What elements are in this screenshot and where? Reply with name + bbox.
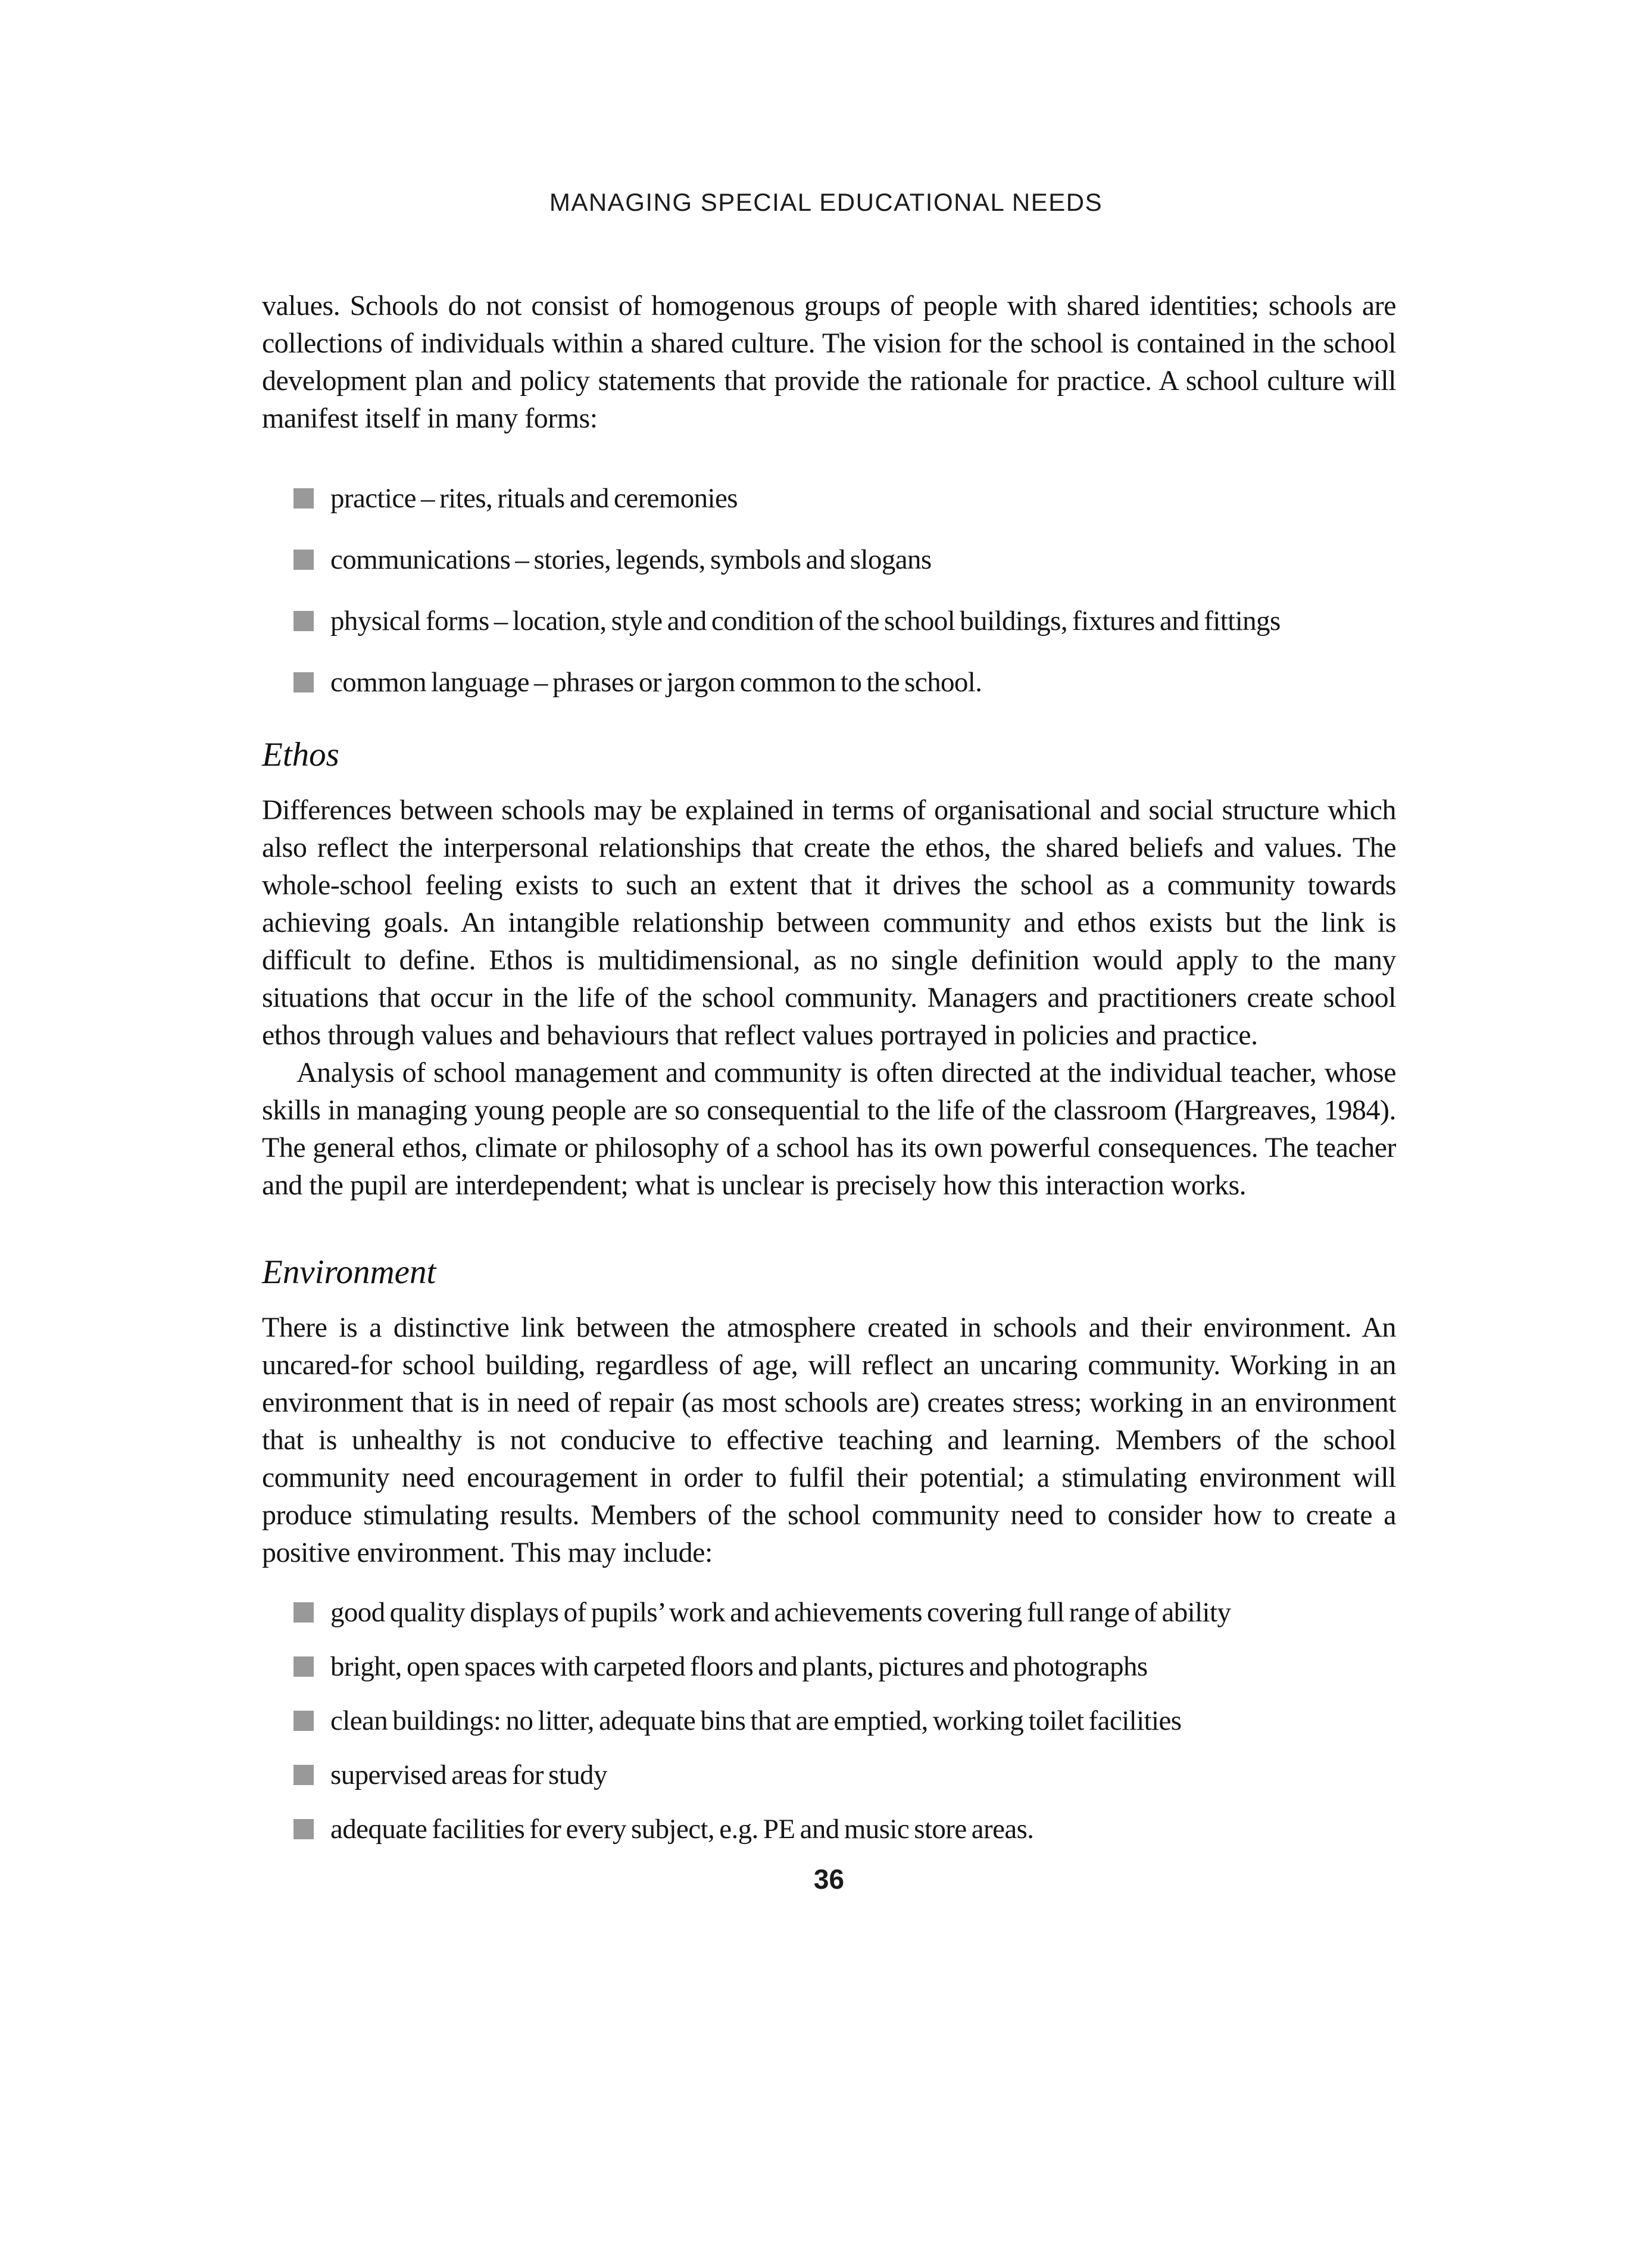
square-bullet-icon [293, 672, 314, 692]
list-item-text: good quality displays of pupils’ work and achievements covering full range of ability [330, 1597, 1231, 1628]
square-bullet-icon [293, 550, 314, 570]
list-item [262, 1594, 1396, 1631]
section-heading-ethos: Ethos [262, 736, 339, 773]
square-bullet-icon [293, 1602, 314, 1623]
square-bullet-icon [293, 1765, 314, 1785]
list-item-text: adequate facilities for every subject, e.g. PE and music store areas. [330, 1814, 1034, 1845]
list-item [262, 664, 1396, 701]
list-item-text: bright, open spaces with carpeted floors and plants, pictures and photographs [330, 1651, 1148, 1682]
list-item [262, 1811, 1396, 1848]
list-item-text: common language – phrases or jargon common to the school. [330, 667, 982, 698]
list-item-text: physical forms – location, style and condition of the school buildings, fixtures and fittings [330, 606, 1281, 637]
list-item-text: clean buildings: no litter, adequate bins that are emptied, working toilet facilities [330, 1705, 1182, 1736]
environment-paragraph: There is a distinctive link between the atmosphere created in schools and their environment. An uncared-for school building, regardless of age, will reflect an uncaring community. Working in an environment that is in need of repair (as most schools are) creates stress; working in an environment that is unhealthy is not conducive to effective teaching and learning. Members of the school community need encouragement in order to fulfil their potential; a stimulating environment will produce stimulating results. Members of the school community need to consider how to create a positive environment. This may include: [262, 1312, 1396, 1568]
culture-bullet-list [262, 480, 1396, 701]
square-bullet-icon [293, 1819, 314, 1839]
section-heading-environment: Environment [262, 1253, 436, 1291]
square-bullet-icon [293, 611, 314, 631]
environment-bullet-list [262, 1594, 1396, 1848]
list-item-text: practice – rites, rituals and ceremonies [330, 483, 738, 514]
list-item [262, 480, 1396, 517]
list-item [262, 1648, 1396, 1686]
ethos-paragraph-2: Analysis of school management and community is often directed at the individual teacher, whose skills in managing young people are so consequential to the life of the classroom (Hargreaves, 1984). The general ethos, climate or philosophy of a school has its own powerful consequences. The teacher and the pupil are interdependent; what is unclear is precisely how this interaction works. [262, 1057, 1396, 1201]
square-bullet-icon [293, 1711, 314, 1731]
list-item-text: supervised areas for study [330, 1759, 607, 1790]
list-item-text: communications – stories, legends, symbols and slogans [330, 544, 932, 575]
list-item [262, 1757, 1396, 1794]
list-item [262, 603, 1396, 640]
list-item [262, 541, 1396, 579]
running-head: MANAGING SPECIAL EDUCATIONAL NEEDS [549, 188, 1103, 216]
intro-paragraph: values. Schools do not consist of homogenous groups of people with shared identities; schools are collections of individuals within a shared culture. The vision for the school is contained in the school development plan and policy statements that provide the rationale for practice. A school culture will manifest itself in many forms: [262, 290, 1396, 434]
ethos-paragraph-1: Differences between schools may be explained in terms of organisational and social structure which also reflect the interpersonal relationships that create the ethos, the shared beliefs and values. The whole-school feeling exists to such an extent that it drives the school as a community towards achieving goals. An intangible relationship between community and ethos exists but the link is difficult to define. Ethos is multidimensional, as no single definition would apply to the many situations that occur in the life of the school community. Managers and practitioners create school ethos through values and behaviours that reflect values portrayed in policies and practice. [262, 794, 1396, 1051]
text-column [262, 287, 1396, 1893]
square-bullet-icon [293, 488, 314, 508]
list-item [262, 1702, 1396, 1740]
square-bullet-icon [293, 1656, 314, 1677]
page-number: 36 [813, 1864, 845, 1895]
